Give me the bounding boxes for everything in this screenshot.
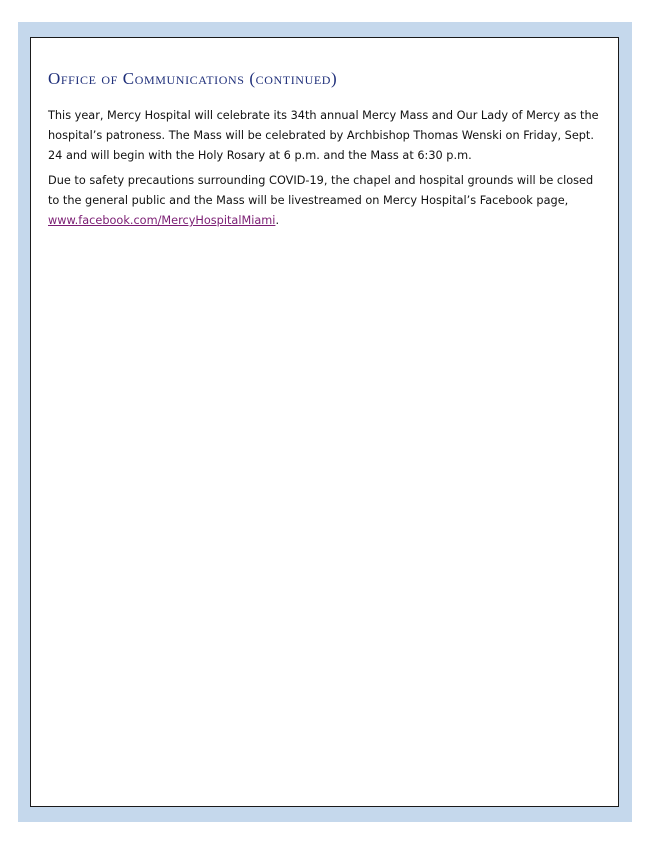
page-content — [30, 37, 619, 807]
paragraph-mass-announcement: This year, Mercy Hospital will celebrate its 34th annual Mercy Mass and Our Lady of Mercy as the hospital’s patroness. The Mass will be celebrated by Archbishop Thomas Wenski on Friday, Sept. 24 and will begin with the Holy Rosary at 6 p.m. and the Mass at 6:30 p.m. — [48, 109, 599, 162]
paragraph-covid-livestream — [48, 171, 608, 231]
facebook-link[interactable]: www.facebook.com/MercyHospitalMiami — [48, 214, 276, 227]
paragraph-end-punctuation: . — [275, 214, 280, 227]
section-heading: Office of Communications (continued) — [48, 69, 338, 88]
page-frame — [18, 22, 632, 822]
paragraph-covid-text: Due to safety precautions surrounding COVID-19, the chapel and hospital grounds will be closed to the general public and the Mass will be livestreamed on Mercy Hospital’s Facebook page, — [48, 174, 594, 207]
